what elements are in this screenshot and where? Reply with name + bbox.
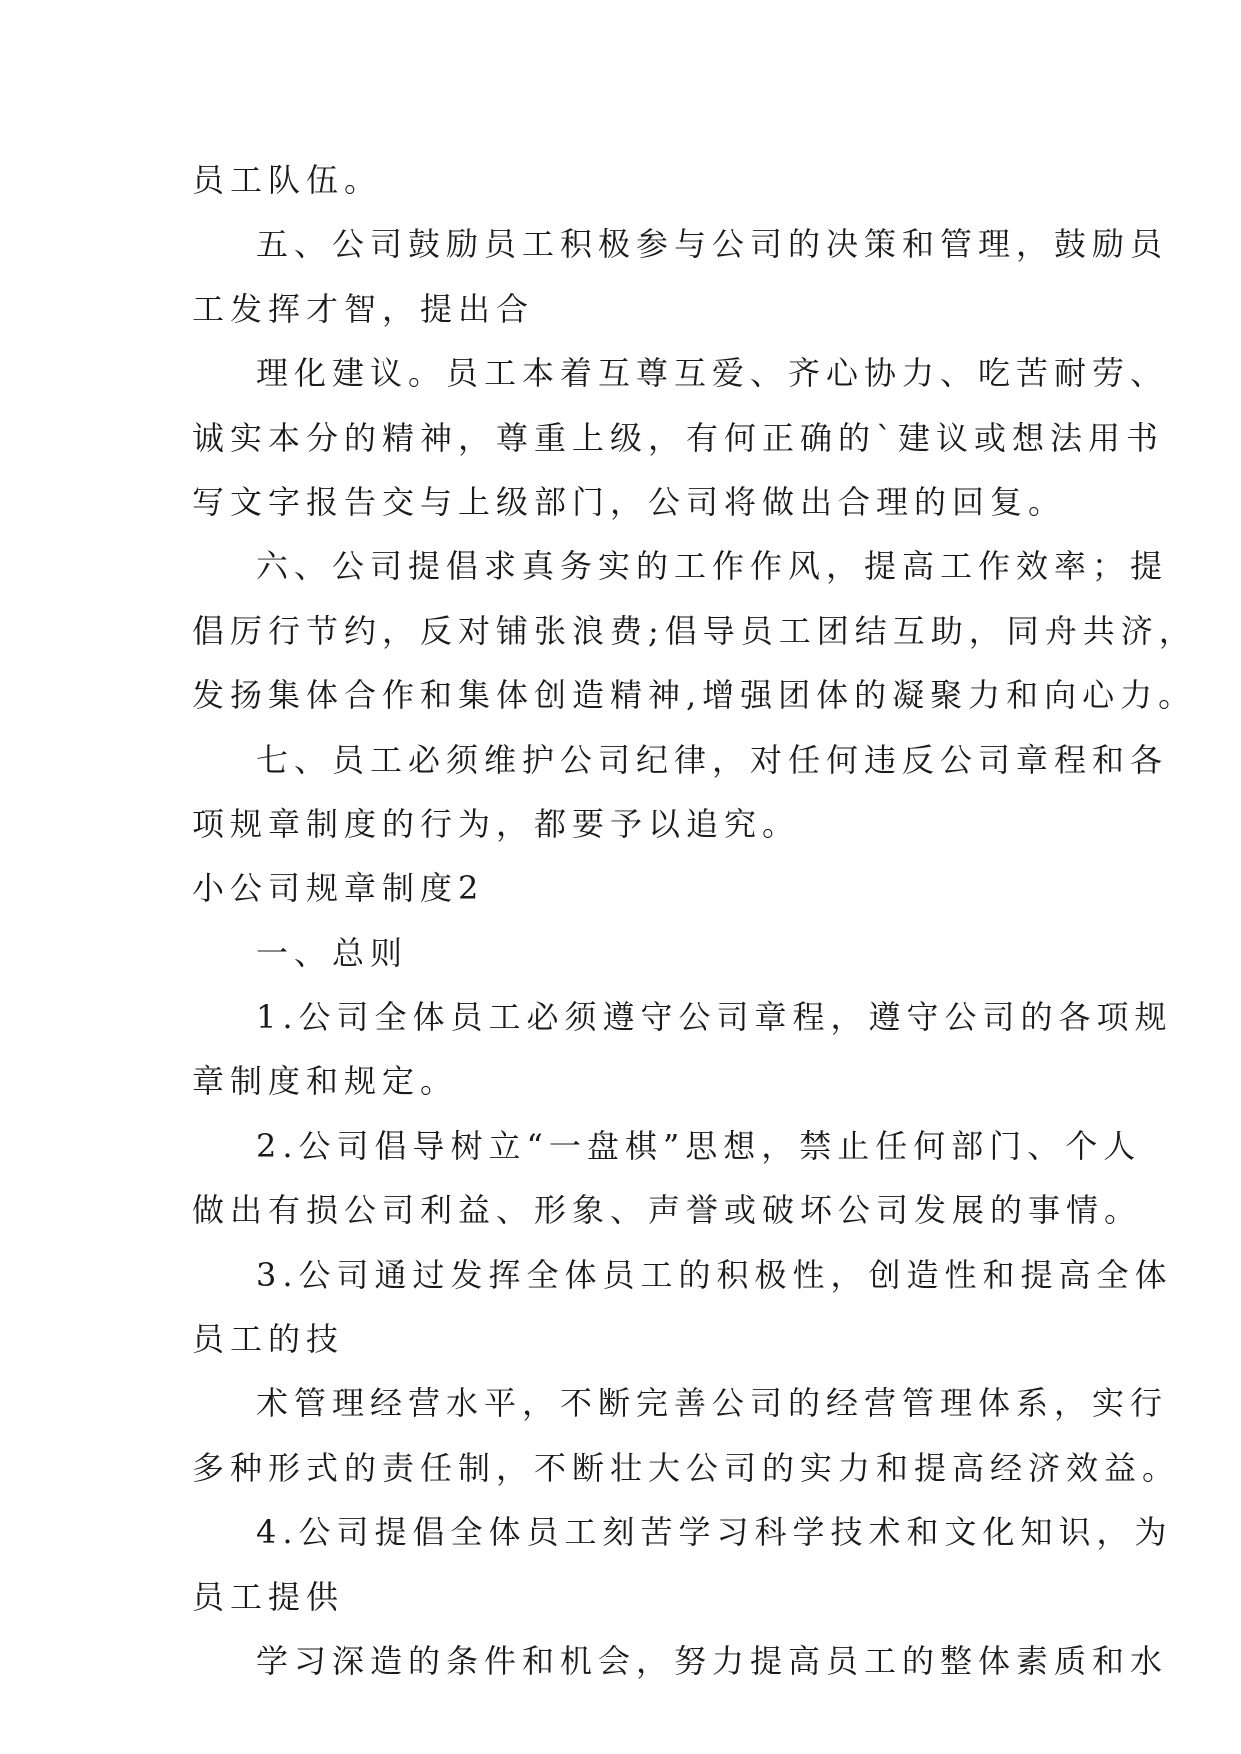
text-line: 五、公司鼓励员工积极参与公司的决策和管理，鼓励员 [256, 225, 1169, 264]
text-line: 员工队伍。 [192, 161, 383, 199]
text-line: 诚实本分的精神，尊重上级，有何正确的`建议或想法用书 [192, 418, 1165, 457]
text-line: 六、公司提倡求真务实的工作作风，提高工作效率；提 [256, 547, 1169, 586]
subsection-heading: 一、总则 [256, 933, 409, 972]
text-line: 4.公司提倡全体员工刻苦学习科学技术和文化知识，为 [256, 1513, 1173, 1552]
text-line: 发扬集体合作和集体创造精神,增强团体的凝聚力和向心力。 [192, 676, 1197, 715]
text-line: 2.公司倡导树立“一盘棋”思想，禁止任何部门、个人 [256, 1126, 1142, 1165]
text-line: 员工提供 [192, 1577, 345, 1616]
text-line: 理化建议。员工本着互尊互爱、齐心协力、吃苦耐劳、 [256, 354, 1169, 393]
text-line: 工发挥才智，提出合 [192, 289, 535, 328]
text-line: 章制度和规定。 [192, 1062, 459, 1101]
document-body [192, 148, 1197, 1693]
text-line: 做出有损公司利益、形象、声誉或破坏公司发展的事情。 [192, 1191, 1143, 1230]
text-line: 多种形式的责任制，不断壮大公司的实力和提高经济效益。 [192, 1448, 1181, 1487]
text-line: 七、员工必须维护公司纪律，对任何违反公司章程和各 [256, 740, 1169, 779]
text-line: 倡厉行节约，反对铺张浪费;倡导员工团结互助，同舟共济， [192, 611, 1197, 650]
text-line: 写文字报告交与上级部门，公司将做出合理的回复。 [192, 482, 1067, 521]
text-line: 1.公司全体员工必须遵守公司章程，遵守公司的各项规 [256, 998, 1173, 1037]
text-line: 项规章制度的行为，都要予以追究。 [192, 804, 801, 843]
text-line: 学习深造的条件和机会，努力提高员工的整体素质和水 [256, 1641, 1169, 1680]
section-heading: 小公司规章制度2 [192, 869, 485, 908]
text-line: 术管理经营水平，不断完善公司的经营管理体系，实行 [256, 1384, 1169, 1423]
text-line: 员工的技 [192, 1320, 345, 1359]
text-line: 3.公司通过发挥全体员工的积极性，创造性和提高全体 [256, 1255, 1173, 1294]
